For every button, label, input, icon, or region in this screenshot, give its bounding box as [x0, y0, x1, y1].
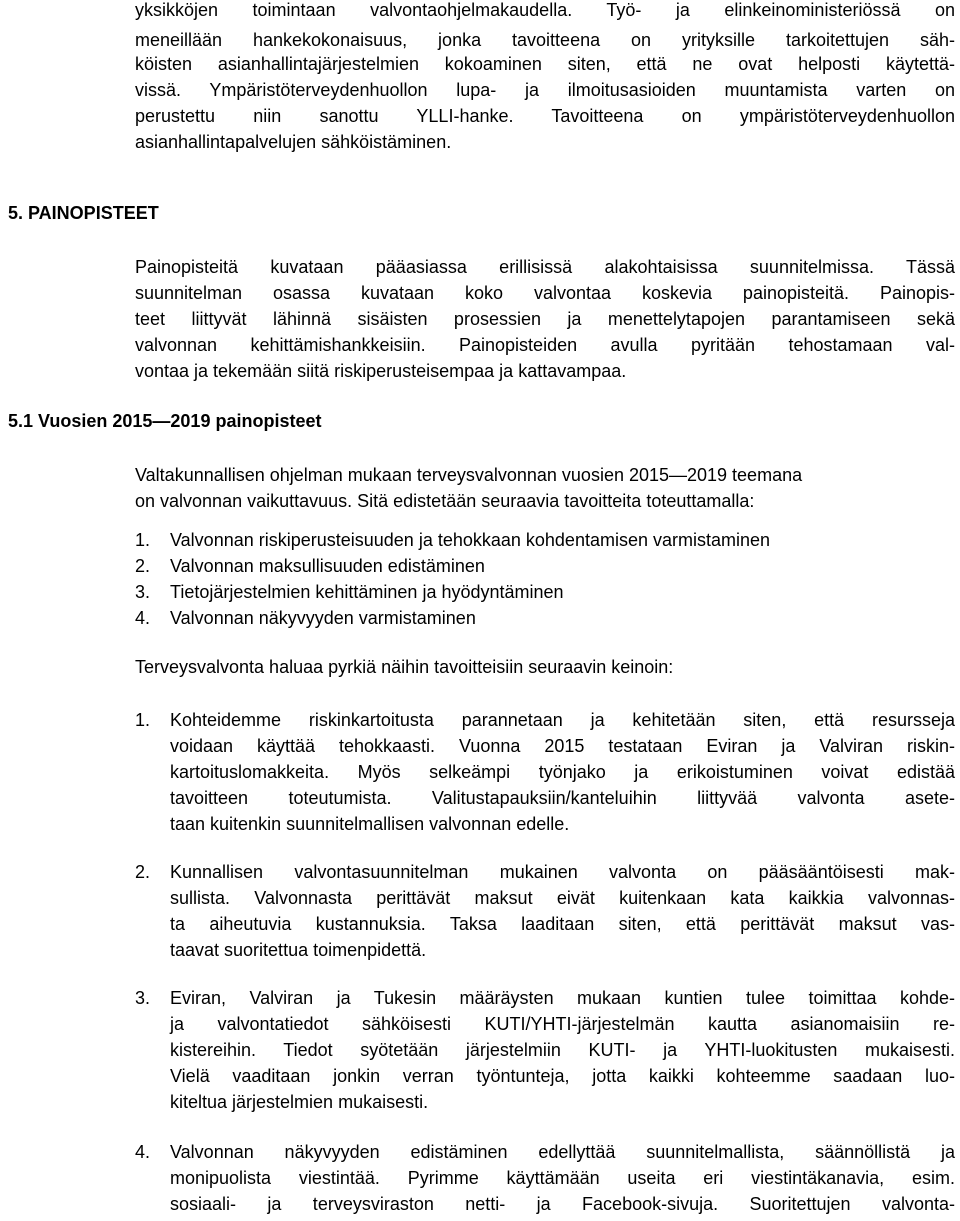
list-number: 3. [135, 988, 151, 1008]
paragraph-line: Painopisteitä kuvataan pääasiassa erillisissä alakohtaisissa suunnitelmissa. Tässä [135, 257, 955, 277]
list-item-line: tavoitteen toteutumista. Valitustapauksiin/kanteluihin liittyvää valvonta asete- [170, 788, 955, 808]
list-number: 1. [135, 710, 151, 730]
list-number: 2. [135, 556, 151, 576]
paragraph-line: köisten asianhallintajärjestelmien kokoaminen siten, että ne ovat helposti käytettä- [135, 54, 955, 74]
list-item-line: sullista. Valvonnasta perittävät maksut eivät kuitenkaan kata kaikkia valvonnas- [170, 888, 955, 908]
list-item-line: Kunnallisen valvontasuunnitelman mukainen valvonta on pääsääntöisesti mak- [170, 862, 955, 882]
list-number: 4. [135, 1142, 151, 1162]
list-item-line: kistereihin. Tiedot syötetään järjestelmiin KUTI- ja YHTI-luokitusten mukaisesti. [170, 1040, 955, 1060]
list-item-line: kartoituslomakkeita. Myös selkeämpi työnjako ja erikoistuminen voivat edistää [170, 762, 955, 782]
list-number: 2. [135, 862, 151, 882]
list-item-line: ta aiheutuvia kustannuksia. Taksa laaditaan siten, että perittävät maksut vas- [170, 914, 955, 934]
list-item: Valvonnan maksullisuuden edistäminen [170, 556, 485, 576]
list-item: Valvonnan riskiperusteisuuden ja tehokkaan kohdentamisen varmistaminen [170, 530, 771, 550]
list-item-line: Kohteidemme riskinkartoitusta parannetaan ja kehitetään siten, että resursseja [170, 710, 955, 730]
paragraph-line: suunnitelman osassa kuvataan koko valvontaa koskevia painopisteitä. Painopis- [135, 283, 955, 303]
list-item-line: sosiaali- ja terveysviraston netti- ja Facebook-sivuja. Suoritettujen valvonta- [170, 1194, 955, 1214]
list-item-line: Vielä vaaditaan jonkin verran työntunteja, jotta kaikki kohteemme saadaan luo- [170, 1066, 955, 1086]
paragraph-line: vontaa ja tekemään siitä riskiperusteisempaa ja kattavampaa. [135, 361, 627, 381]
list-item: Tietojärjestelmien kehittäminen ja hyödyntäminen [170, 582, 564, 602]
paragraph-line: yksikköjen toimintaan valvontaohjelmakaudella. Työ- ja elinkeinoministeriössä on [135, 0, 955, 20]
paragraph-line: on valvonnan vaikuttavuus. Sitä edistetään seuraavia tavoitteita toteuttamalla: [135, 491, 755, 511]
paragraph-line: teet liittyvät lähinnä sisäisten prosessien ja menettelytapojen parantamiseen sekä [135, 309, 955, 329]
list-item-line: taavat suoritettua toimenpidettä. [170, 940, 427, 960]
list-item-line: voidaan käyttää tehokkaasti. Vuonna 2015 testataan Eviran ja Valviran riskin- [170, 736, 955, 756]
list-item-line: Valvonnan näkyvyyden edistäminen edellyttää suunnitelmallista, säännöllistä ja [170, 1142, 955, 1162]
paragraph-line: perustettu niin sanottu YLLI-hanke. Tavoitteena on ympäristöterveydenhuollon [135, 106, 955, 126]
list-item-line: Eviran, Valviran ja Tukesin määräysten mukaan kuntien tulee toimittaa kohde- [170, 988, 955, 1008]
list-item: Valvonnan näkyvyyden varmistaminen [170, 608, 476, 628]
subsection-heading: 5.1 Vuosien 2015—2019 painopisteet [8, 411, 322, 431]
list-item-line: ja valvontatiedot sähköisesti KUTI/YHTI-järjestelmän kautta asianomaisiin re- [170, 1014, 955, 1034]
means-intro: Terveysvalvonta haluaa pyrkiä näihin tavoitteisiin seuraavin keinoin: [135, 657, 674, 677]
section-heading: 5. PAINOPISTEET [8, 203, 159, 223]
list-item-line: monipuolista viestintää. Pyrimme käyttämään useita eri viestintäkanavia, esim. [170, 1168, 955, 1188]
list-number: 1. [135, 530, 151, 550]
list-item-line: taan kuitenkin suunnitelmallisen valvonnan edelle. [170, 814, 570, 834]
paragraph-line: asianhallintapalvelujen sähköistäminen. [135, 132, 452, 152]
paragraph-line: vissä. Ympäristöterveydenhuollon lupa- ja ilmoitusasioiden muuntamista varten on [135, 80, 955, 100]
list-number: 4. [135, 608, 151, 628]
list-number: 3. [135, 582, 151, 602]
list-item-line: kiteltua järjestelmien mukaisesti. [170, 1092, 429, 1112]
paragraph-line: valvonnan kehittämishankkeisiin. Painopisteiden avulla pyritään tehostamaan val- [135, 335, 955, 355]
paragraph-line: Valtakunnallisen ohjelman mukaan terveysvalvonnan vuosien 2015—2019 teemana [135, 465, 803, 485]
paragraph-line: meneillään hankekokonaisuus, jonka tavoitteena on yrityksille tarkoitettujen säh- [135, 30, 955, 50]
